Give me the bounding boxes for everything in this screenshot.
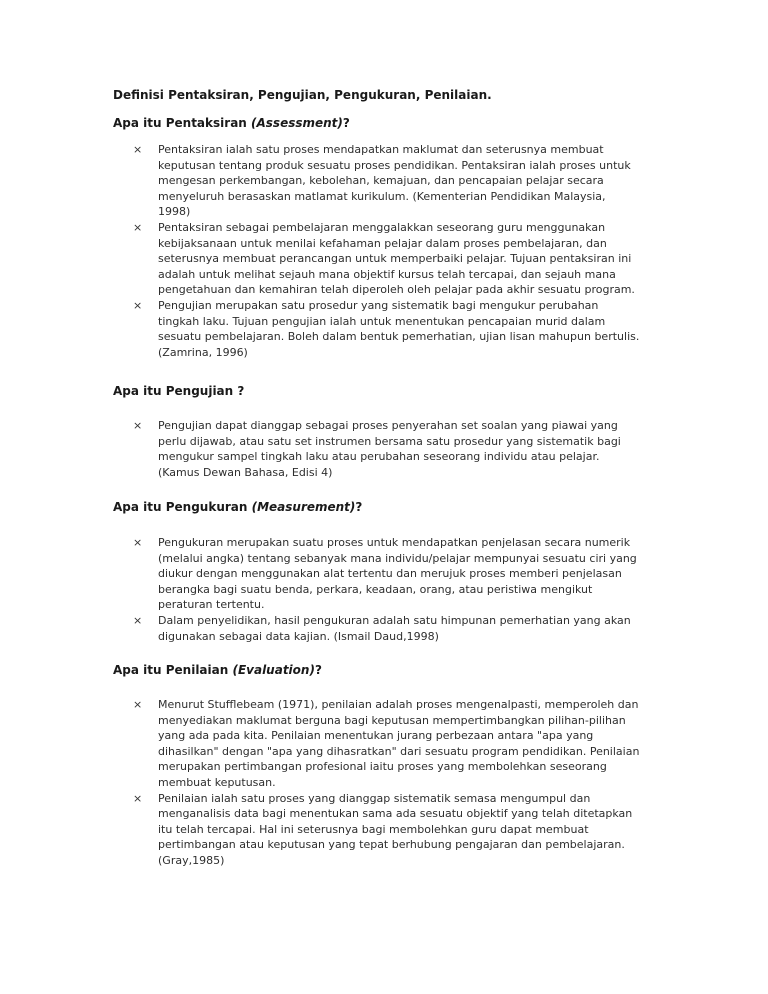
bullet-x-icon: × [133,536,143,549]
measurement-list [113,535,673,644]
bullet-x-icon: × [133,698,143,711]
list-item: × Dalam penyelidikan, hasil pengukuran adalah satu himpunan pemerhatian yang akan digunakan sebagai data kajian. (Ismail Daud,1998) [133,613,631,643]
list-item: × Penilaian ialah satu proses yang dianggap sistematik semasa mengumpul dan menganalisis data bagi menentukan sama ada sesuatu objektif yang telah ditetapkan itu telah tercapai. Hal ini seterusnya bagi membolehkan guru dapat membuat pertimbangan atau keputusan yang tepat berhubung pengajaran dan pembelajaran. (Gray,1985) [133,791,633,867]
list-item: × Pengujian dapat dianggap sebagai proses penyerahan set soalan yang piawai yang perlu dijawab, atau satu set instrumen bersama satu prosedur yang sistematik bagi mengukur sampel tingkah laku atau perubahan seseorang individu atau pelajar. (Kamus Dewan Bahasa, Edisi 4) [133,419,621,479]
assessment-list [113,142,673,360]
section-heading-measurement: Apa itu Pengukuran (Measurement)? [113,500,363,514]
evaluation-list [113,697,673,869]
bullet-x-icon: × [133,143,143,156]
bullet-x-icon: × [133,220,143,234]
bullet-x-icon: × [133,298,143,312]
section-heading-testing: Apa itu Pengujian ? [113,384,245,398]
bullet-x-icon: × [133,791,143,805]
list-item: × Pentaksiran ialah satu proses mendapatkan maklumat dan seterusnya membuat keputusan tentang produk sesuatu proses pendidikan. Pentaksiran ialah proses untuk mengesan perkembangan, kebolehan, kemajuan, dan pencapaian pelajar secara menyeluruh berasaskan matlamat kurikulum. (Kementerian Pendidikan Malaysia, 1998) [133,143,631,219]
list-item: × Menurut Stufflebeam (1971), penilaian adalah proses mengenalpasti, memperoleh dan menyediakan maklumat berguna bagi keputusan mempertimbangkan pilihan-pilihan yang ada pada kita. Penilaian menentukan jurang perbezaan antara "apa yang dihasilkan" dengan "apa yang dihasratkan" dari sesuatu program pendidikan. Penilaian merupakan pertimbangan profesional iaitu proses yang membolehkan seseorang membuat keputusan. [133,698,640,789]
list-item: × Pengukuran merupakan suatu proses untuk mendapatkan penjelasan secara numerik (melalui angka) tentang sebanyak mana individu/pelajar mempunyai sesuatu ciri yang diukur dengan menggunakan alat tertentu dan merujuk proses memberi penjelasan berangka bagi suatu benda, perkara, keadaan, orang, atau peristiwa mengikut peraturan tertentu. [133,536,637,612]
list-item: × Pengujian merupakan satu prosedur yang sistematik bagi mengukur perubahan tingkah laku. Tujuan pengujian ialah untuk menentukan pencapaian murid dalam sesuatu pembelajaran. Boleh dalam bentuk pemerhatian, ujian lisan mahupun bertulis. (Zamrina, 1996) [133,298,640,359]
section-heading-evaluation: Apa itu Penilaian (Evaluation)? [113,663,322,677]
bullet-x-icon: × [133,613,143,627]
bullet-x-icon: × [133,419,143,432]
testing-list [113,418,673,480]
list-item: × Pentaksiran sebagai pembelajaran menggalakkan seseorang guru menggunakan kebijaksanaan untuk menilai kefahaman pelajar dalam proses pembelajaran, dan seterusnya membuat perancangan untuk memperbaiki pelajar. Tujuan pentaksiran ini adalah untuk melihat sejauh mana objektif kursus telah tercapai, dan sejauh mana pengetahuan dan kemahiran telah diperoleh oleh pelajar pada akhir sesuatu program. [133,220,635,297]
document-title: Definisi Pentaksiran, Pengujian, Pengukuran, Penilaian. [113,88,492,102]
section-heading-assessment: Apa itu Pentaksiran (Assessment)? [113,116,350,130]
